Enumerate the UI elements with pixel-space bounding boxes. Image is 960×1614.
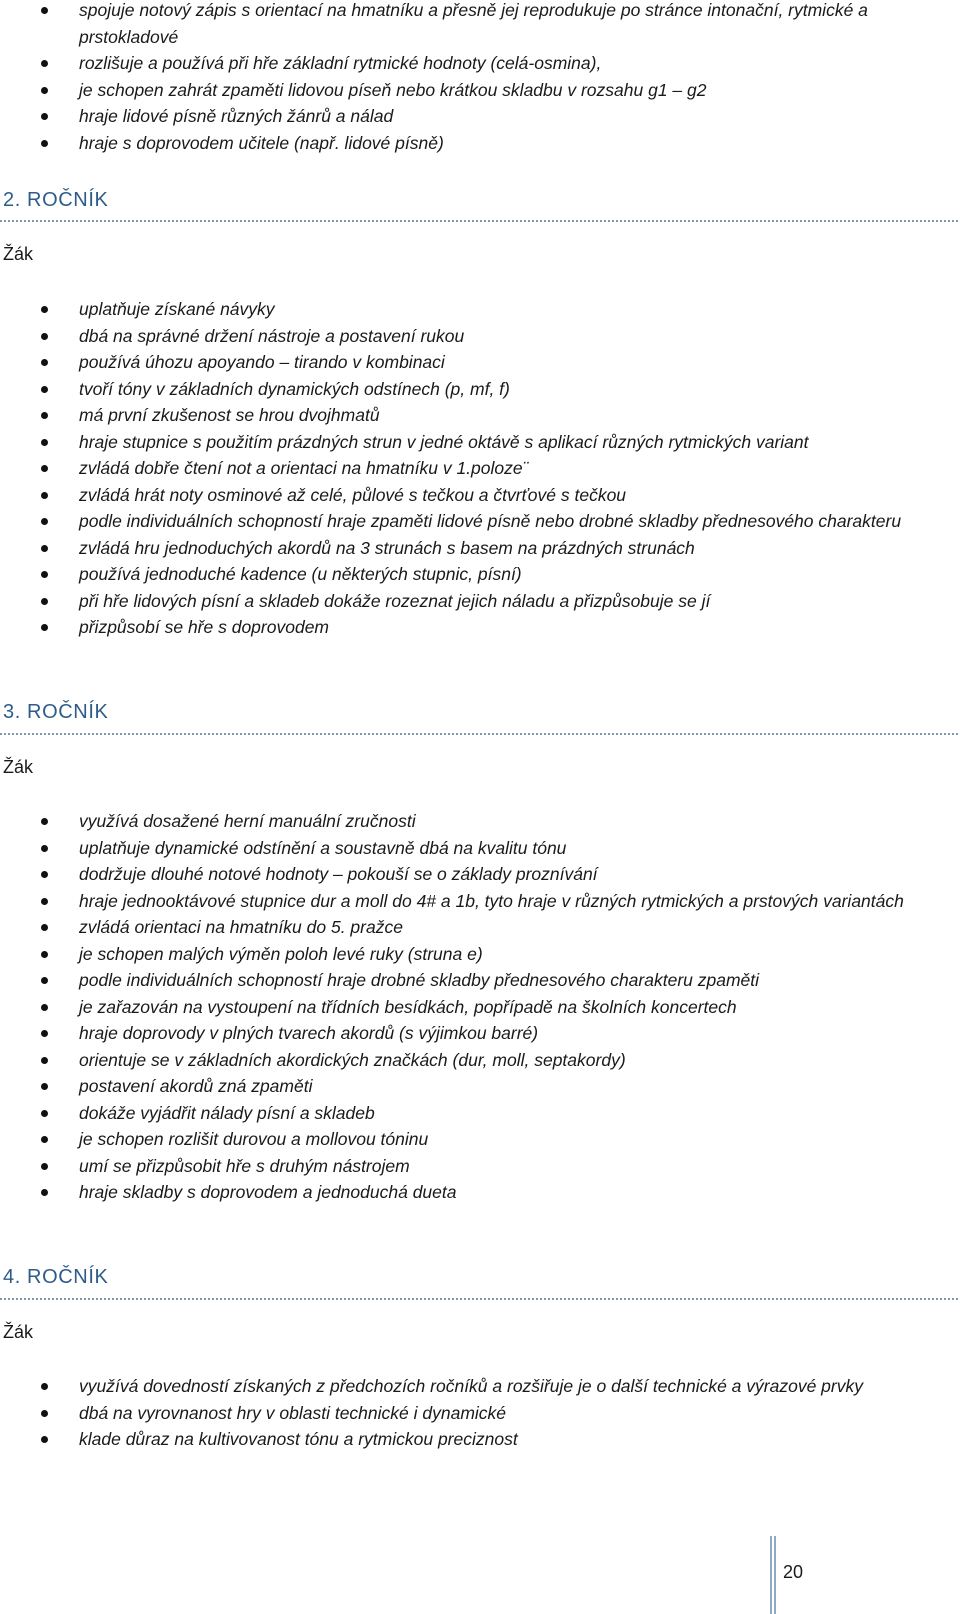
list-item	[0, 535, 960, 562]
bullet-dot-icon	[41, 306, 48, 313]
list-item	[0, 376, 960, 403]
list-item	[0, 861, 960, 888]
list-item	[0, 349, 960, 376]
list-item-text: orientuje se v základních akordických značkách (dur, moll, septakordy)	[79, 1049, 626, 1070]
list-item-text: dokáže vyjádřit nálady písní a skladeb	[79, 1102, 375, 1123]
list-item-text: zvládá hru jednoduchých akordů na 3 strunách s basem na prázdných strunách	[79, 537, 695, 558]
list-item	[0, 1426, 960, 1453]
list-item-text: uplatňuje dynamické odstínění a soustavně dbá na kvalitu tónu	[79, 837, 567, 858]
bullet-dot-icon	[41, 333, 48, 340]
bullet-dot-icon	[41, 1030, 48, 1037]
list-item	[0, 323, 960, 350]
list-item	[0, 967, 960, 994]
bullet-dot-icon	[41, 1057, 48, 1064]
bullet-list-rocnik-4	[0, 1373, 960, 1453]
list-item	[0, 808, 960, 835]
bullet-dot-icon	[41, 1004, 48, 1011]
list-item-text: hraje skladby s doprovodem a jednoduchá dueta	[79, 1182, 457, 1202]
list-item-text: umí se přizpůsobit hře s druhým nástrojem	[79, 1155, 410, 1176]
list-item-text: dodržuje dlouhé notové hodnoty – pokouší se o základy proznívání	[79, 864, 598, 884]
bullet-dot-icon	[41, 871, 48, 878]
bullet-dot-icon	[41, 7, 48, 14]
list-item	[0, 1400, 960, 1427]
list-item-text: je schopen malých výměn poloh levé ruky (struna e)	[79, 943, 483, 964]
list-item-text: je schopen zahrát zpaměti lidovou píseň nebo krátkou skladbu v rozsahu g1 – g2	[79, 79, 707, 100]
list-item	[0, 1100, 960, 1127]
list-item-text: má první zkušenost se hrou dvojhmatů	[79, 405, 380, 425]
list-item	[0, 1126, 960, 1153]
list-item-text: podle individuálních schopností hraje drobné skladby přednesového charakteru zpaměti	[79, 970, 760, 990]
bullet-dot-icon	[41, 492, 48, 499]
list-item	[0, 1020, 960, 1047]
bullet-dot-icon	[41, 545, 48, 552]
list-item-text: postavení akordů zná zpaměti	[79, 1076, 313, 1096]
list-item	[0, 1073, 960, 1100]
bullet-dot-icon	[41, 624, 48, 631]
section-heading-rocnik-2: 2. ROČNÍK	[3, 189, 109, 211]
list-item-text: je schopen rozlišit durovou a mollovou tóninu	[79, 1129, 429, 1149]
list-item	[0, 994, 960, 1021]
list-item-text: spojuje notový zápis s orientací na hmatníku a přesně jej reprodukuje po stránce intonační, rytmické a prstokladové	[79, 0, 868, 47]
list-item-text: tvoří tóny v základních dynamických odstínech (p, mf, f)	[79, 378, 510, 399]
list-item	[0, 455, 960, 482]
list-item-text: rozlišuje a používá při hře základní rytmické hodnoty (celá-osmina),	[79, 53, 602, 73]
student-label: Žák	[3, 757, 34, 777]
list-item	[0, 482, 960, 509]
list-item	[0, 296, 960, 323]
list-item-text: hraje jednooktávové stupnice dur a moll do 4# a 1b, tyto hraje v různých rytmických a prstových variantách	[79, 890, 904, 911]
heading-dotted-rule	[0, 220, 958, 222]
list-item-text: zvládá hrát noty osminové až celé, půlové s tečkou a čtvrťové s tečkou	[79, 484, 627, 505]
bullet-list-top	[0, 0, 960, 156]
list-item-text: používá úhozu apoyando – tirando v kombinaci	[79, 352, 445, 372]
list-item	[0, 835, 960, 862]
bullet-dot-icon	[41, 818, 48, 825]
bullet-dot-icon	[41, 439, 48, 446]
bullet-dot-icon	[41, 465, 48, 472]
bullet-dot-icon	[41, 386, 48, 393]
list-item	[0, 402, 960, 429]
list-item	[0, 1047, 960, 1074]
list-item-text: hraje doprovody v plných tvarech akordů (s výjimkou barré)	[79, 1023, 539, 1043]
list-item	[0, 130, 960, 157]
student-label: Žák	[3, 244, 34, 264]
bullet-dot-icon	[41, 412, 48, 419]
list-item-text: využívá dosažené herní manuální zručnosti	[79, 811, 416, 831]
bullet-dot-icon	[41, 845, 48, 852]
list-item	[0, 941, 960, 968]
list-item	[0, 888, 960, 915]
bullet-dot-icon	[41, 1083, 48, 1090]
bullet-dot-icon	[41, 60, 48, 67]
heading-dotted-rule	[0, 733, 958, 735]
heading-dotted-rule	[0, 1298, 958, 1300]
bullet-dot-icon	[41, 518, 48, 525]
list-item-text: uplatňuje získané návyky	[79, 299, 275, 319]
list-item-text: hraje stupnice s použitím prázdných strun v jedné oktávě s aplikací různých rytmických variant	[79, 431, 809, 452]
bullet-dot-icon	[41, 113, 48, 120]
bullet-dot-icon	[41, 571, 48, 578]
list-item-text: při hře lidových písní a skladeb dokáže rozeznat jejich náladu a přizpůsobuje se jí	[79, 590, 711, 611]
list-item	[0, 1179, 960, 1206]
bullet-dot-icon	[41, 1383, 48, 1390]
list-item	[0, 1373, 960, 1400]
bullet-dot-icon	[41, 924, 48, 931]
list-item-text: přizpůsobí se hře s doprovodem	[79, 617, 329, 637]
list-item-text: dbá na vyrovnanost hry v oblasti technické i dynamické	[79, 1402, 507, 1423]
bullet-dot-icon	[41, 977, 48, 984]
bullet-list-rocnik-2	[0, 296, 960, 641]
bullet-dot-icon	[41, 598, 48, 605]
list-item	[0, 0, 960, 50]
list-item	[0, 914, 960, 941]
list-item-text: klade důraz na kultivovanost tónu a rytmickou preciznost	[79, 1429, 518, 1449]
bullet-dot-icon	[41, 1189, 48, 1196]
section-heading-rocnik-4: 4. ROČNÍK	[3, 1266, 109, 1288]
bullet-dot-icon	[41, 1110, 48, 1117]
list-item-text: dbá na správné držení nástroje a postavení rukou	[79, 325, 465, 346]
footer-decorative-bars	[770, 1536, 776, 1614]
list-item	[0, 103, 960, 130]
page-number: 20	[783, 1562, 804, 1582]
bullet-dot-icon	[41, 1410, 48, 1417]
bullet-dot-icon	[41, 359, 48, 366]
bullet-dot-icon	[41, 1136, 48, 1143]
bullet-dot-icon	[41, 951, 48, 958]
list-item-text: používá jednoduché kadence (u některých stupnic, písní)	[79, 564, 522, 584]
student-label: Žák	[3, 1322, 34, 1342]
list-item	[0, 50, 960, 77]
bullet-dot-icon	[41, 1436, 48, 1443]
list-item	[0, 77, 960, 104]
bullet-dot-icon	[41, 898, 48, 905]
list-item-text: zvládá dobře čtení not a orientaci na hmatníku v 1.poloze¨	[79, 458, 529, 478]
list-item-text: hraje lidové písně různých žánrů a nálad	[79, 106, 394, 126]
list-item-text: podle individuálních schopností hraje zpaměti lidové písně nebo drobné skladby přednesového charakteru	[79, 511, 902, 531]
list-item	[0, 588, 960, 615]
list-item-text: využívá dovedností získaných z předchozích ročníků a rozšiřuje je o další technické a výrazové prvky	[79, 1376, 863, 1396]
section-heading-rocnik-3: 3. ROČNÍK	[3, 701, 109, 723]
bullet-dot-icon	[41, 140, 48, 147]
list-item	[0, 561, 960, 588]
list-item-text: zvládá orientaci na hmatníku do 5. pražce	[79, 917, 403, 937]
list-item	[0, 1153, 960, 1180]
bullet-dot-icon	[41, 1163, 48, 1170]
list-item	[0, 508, 960, 535]
list-item-text: je zařazován na vystoupení na třídních besídkách, popřípadě na školních koncertech	[79, 996, 737, 1017]
list-item-text: hraje s doprovodem učitele (např. lidové písně)	[79, 132, 444, 153]
list-item	[0, 614, 960, 641]
list-item	[0, 429, 960, 456]
bullet-list-rocnik-3	[0, 808, 960, 1206]
bullet-dot-icon	[41, 87, 48, 94]
